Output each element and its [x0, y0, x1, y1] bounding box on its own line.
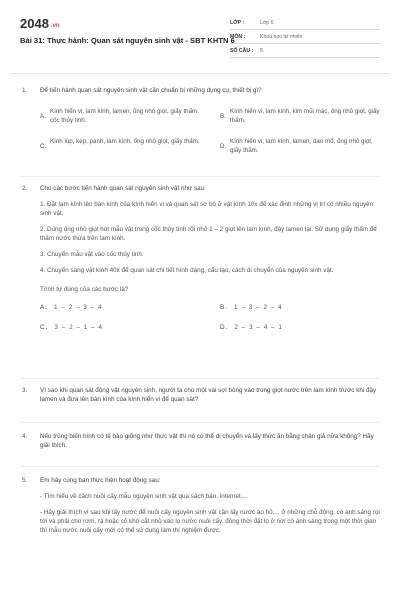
step-1: 1. Đặt lam kính lên bàn kính của kính hiển vi và quan sát sơ bộ ở vật kính 10x để xác định những vị trí có nhiều nguyên sinh vật. — [40, 201, 374, 217]
option-letter: C. — [40, 143, 47, 150]
option-d[interactable] — [220, 323, 283, 332]
options-grid — [40, 303, 380, 341]
option-letter: C. — [40, 324, 49, 331]
logo-suffix: .vn — [50, 23, 60, 29]
meta-key: SỐ CÂU : — [230, 47, 254, 54]
question-3 — [20, 386, 380, 404]
option-letter: D. — [220, 324, 229, 331]
option-letter: B. — [220, 113, 226, 120]
divider — [20, 466, 380, 467]
bullet-item: - Hãy giải thích vì sao khi lấy nước để nuôi cấy nguyên sinh vật cần lấy nước ao hồ,... ở những chỗ động, có ánh sáng rọi tới và phải cho rơm, rạ hoặc cỏ khô cắt nhỏ vào lọ nước nuôi cấy, đồng thời đặt lọ ở nơi có ánh sáng trong một thời gian thì mẫu nước nuôi cấy mới có thể sử dụng làm thí nghiệm được. — [40, 509, 380, 534]
question-number: 5. — [22, 477, 28, 484]
options-grid — [40, 103, 380, 161]
question-2 — [20, 184, 380, 341]
option-a[interactable] — [40, 303, 103, 312]
option-b[interactable] — [220, 107, 385, 125]
question-text: Cho các bước tiến hành quan sát nguyên sinh vật như sau: — [40, 185, 206, 192]
logo-text: 2048 — [20, 16, 49, 31]
meta-row-subject — [230, 30, 380, 44]
meta-table — [230, 16, 380, 58]
option-text: Kính hiển vi, lam kính, lamen, ống nhỏ giọt, giấy thấm, cốc thủy tinh. — [50, 108, 199, 124]
option-c[interactable] — [40, 323, 103, 332]
step-2: 2. Dùng ống nhỏ giọt hút mẫu vật trong cốc thủy tinh rồi nhỏ 1 – 2 giọt lên lam kính, đậy lamen lại. Sử dụng giấy thấm để thấm nước thừa trên lam kính. — [40, 226, 377, 242]
question-number: 2. — [22, 185, 28, 192]
meta-key: MÔN : — [230, 33, 246, 40]
question-5 — [20, 476, 380, 535]
meta-value: 5 — [260, 47, 263, 54]
meta-row-count — [230, 44, 380, 58]
question-1 — [20, 86, 380, 161]
meta-value: Khoa học tự nhiên — [260, 33, 303, 40]
question-number: 1. — [22, 87, 28, 94]
divider — [20, 422, 380, 423]
option-text: 2 – 3 – 4 – 1 — [234, 324, 283, 331]
option-c[interactable] — [40, 137, 205, 150]
option-a[interactable] — [40, 107, 205, 125]
question-text: Để tiến hành quan sát nguyên sinh vật cần chuẩn bị những dụng cụ, thiết bị gì? — [40, 87, 262, 94]
question-text: Vì sao khi quan sát động vật nguyên sinh, người ta cho một vài sợi bông vào trong giọt nước trên lam kính trước khi đậy lamen và đưa lên bàn kính của kính hiển vi để quan sát? — [40, 387, 377, 403]
divider — [20, 378, 380, 379]
question-number: 3. — [22, 387, 28, 394]
meta-value: Lớp 6 — [260, 19, 274, 26]
question-text: Nếu trùng biến hình có tế bào giống như thực vật thì nó có thể di chuyển và lấy thức ăn bằng chân giả nữa không? Hãy giải thích. — [40, 433, 374, 449]
option-letter: D. — [220, 143, 227, 150]
question-4 — [20, 432, 380, 450]
order-prompt: Trình tự đúng của các bước là? — [40, 286, 129, 293]
question-text: Em hãy cùng bạn thực hiện hoạt động sau: — [40, 477, 161, 484]
option-text: Kính hiển vi, lam kính, lamen, dao mổ, ống nhỏ giọt, giấy thấm. — [230, 138, 373, 154]
bullet-item: - Tìm hiểu về cách nuôi cấy mẫu nguyên sinh vật qua sách báo, internet,... — [40, 493, 248, 500]
option-text: Kính lúp, kẹp, panh, lam kính, ống nhỏ giọt, giấy thấm. — [50, 138, 200, 145]
option-b[interactable] — [220, 303, 283, 312]
site-logo[interactable] — [20, 16, 60, 31]
divider — [20, 176, 380, 177]
document-page — [10, 8, 390, 594]
page-title: Bài 31: Thực hành: Quan sát nguyên sinh vật - SBT KHTN 6 — [20, 36, 235, 45]
option-letter: A. — [40, 113, 46, 120]
option-letter: B. — [220, 304, 229, 311]
option-text: 3 – 2 – 1 – 4 — [54, 324, 103, 331]
option-letter: A. — [40, 304, 49, 311]
option-d[interactable] — [220, 137, 385, 155]
option-text: 1 – 3 – 2 – 4 — [234, 304, 283, 311]
step-4: 4. Chuyển sang vật kính 40x để quan sát chi tiết hình dạng, cấu tạo, cách di chuyển của nguyên sinh vật. — [40, 267, 334, 274]
step-3: 3. Chuyển mẫu vật vào cốc thủy tinh. — [40, 251, 144, 258]
option-text: 1 – 2 – 3 – 4 — [54, 304, 103, 311]
document-header — [10, 8, 390, 74]
meta-row-class — [230, 16, 380, 30]
option-text: Kính hiển vi, lam kính, kim mũi mác, ống nhỏ giọt, giấy thấm. — [230, 108, 380, 124]
meta-key: LỚP : — [230, 19, 245, 26]
question-number: 4. — [22, 433, 28, 440]
